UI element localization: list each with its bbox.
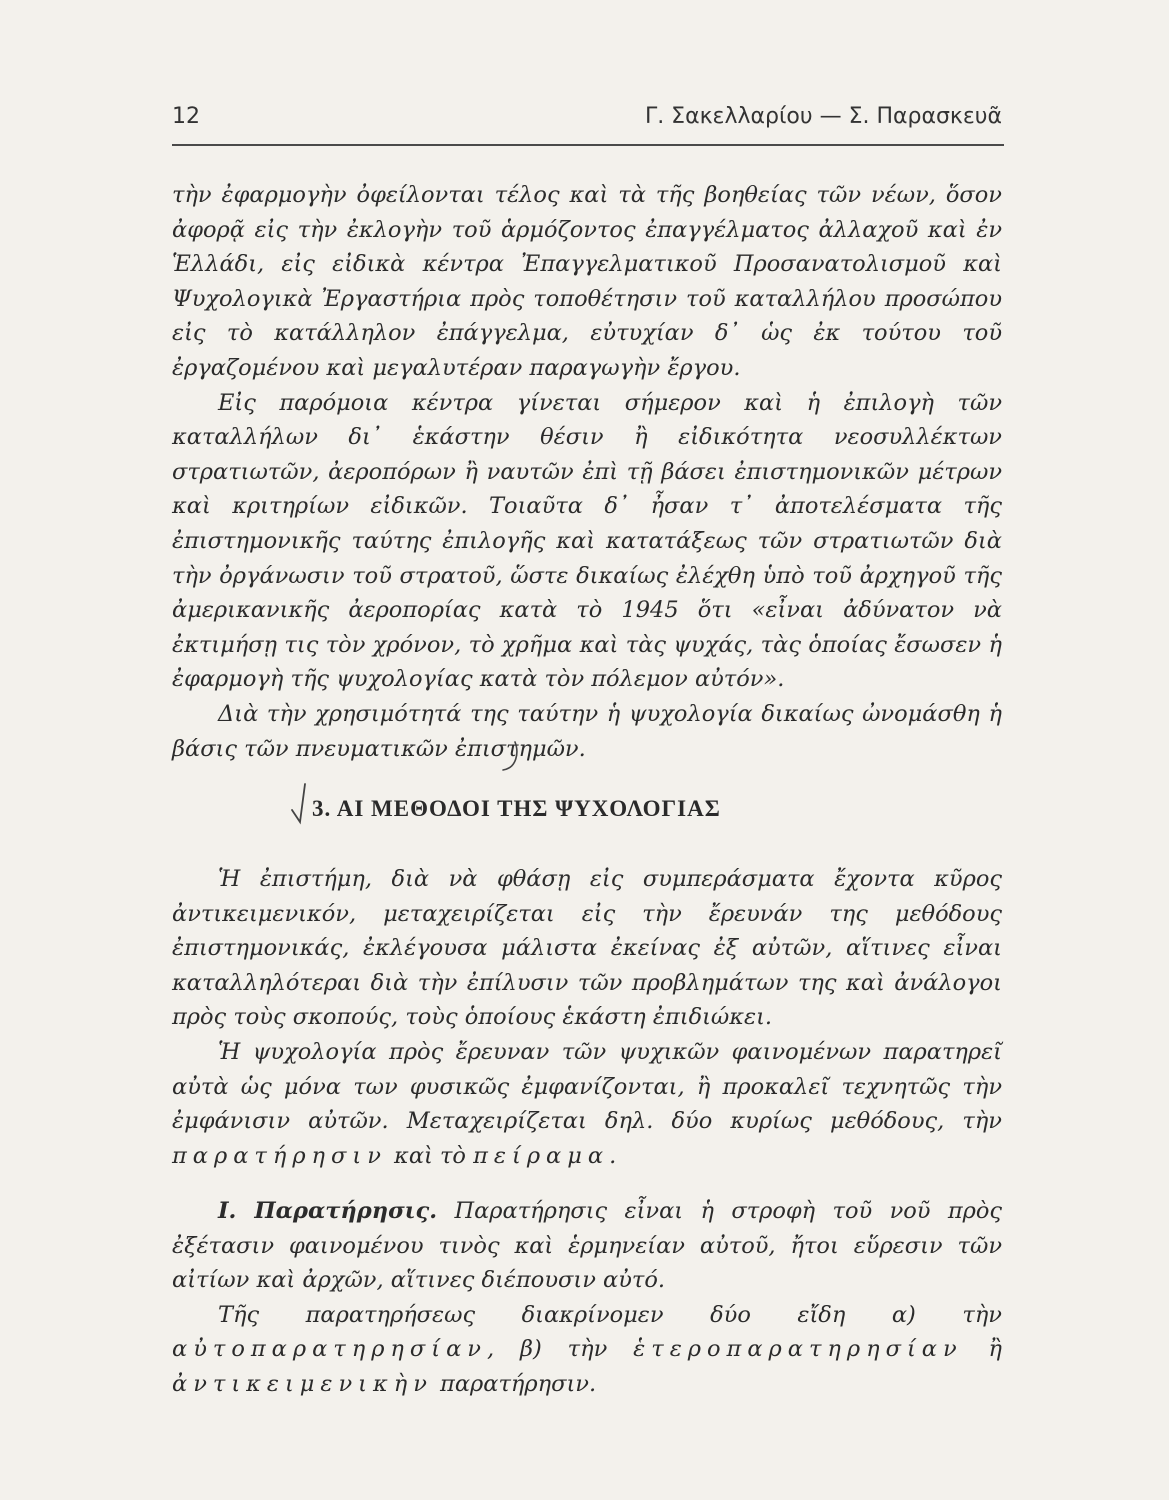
- header-rule: [172, 144, 1004, 146]
- text-run: , β) τὴν: [486, 1336, 634, 1363]
- text-run: καὶ τὸ: [386, 1142, 474, 1169]
- text-run: Παρατήρησις εἶναι ἡ στροφὴ τοῦ νοῦ πρὸς ἐξέτασιν φαινομένου τινὸς καὶ ἑρμηνείαν αὐτοῦ, ἤτοι εὕρεσιν τῶν αἰτίων καὶ ἀρχῶν, αἵτινες διέπουσιν αὐτό.: [172, 1198, 1003, 1294]
- text-run: παρατήρησιν.: [432, 1370, 597, 1397]
- paragraph: Εἰς παρόμοια κέντρα γίνεται σήμερον καὶ ἡ ἐπιλογὴ τῶν καταλλήλων δι᾽ ἑκάστην θέσιν ἢ εἰδικότητα νεοσυλλέκτων στρατιωτῶν, ἀεροπόρων ἢ ναυτῶν ἐπὶ τῇ βάσει ἐπιστημονικῶν μέτρων καὶ κριτηρίων εἰδικῶν. Τοιαῦτα δ᾽ ἦσαν τ᾽ ἀποτελέσματα τῆς ἐπιστημονικῆς ταύτης ἐπιλογῆς καὶ κατατάξεως τῶν στρατιωτῶν διὰ τὴν ὀργάνωσιν τοῦ στρατοῦ, ὥστε δικαίως ἐλέχθη ὑπὸ τοῦ ἀρχηγοῦ τῆς ἀμερικανικῆς ἀεροπορίας κατὰ τὸ 1945 ὅτι «εἶναι ἀδύνατον νὰ ἐκτιμήσῃ τις τὸν χρόνον, τὸ χρῆμα καὶ τὰς ψυχάς, τὰς ὁποίας ἔσωσεν ἡ ἐφαρμογὴ τῆς ψυχολογίας κατὰ τὸν πόλεμον αὐτόν».: [172, 389, 1002, 693]
- text-run: ἢ: [962, 1336, 1003, 1363]
- paragraph: [172, 1035, 1002, 1173]
- text-run: .: [609, 1142, 617, 1169]
- paragraph: [172, 1298, 1002, 1402]
- subsection-label: Ι. Παρατήρησις.: [218, 1198, 438, 1224]
- spaced-term: παρατήρησιν: [172, 1142, 387, 1169]
- page-number: 12: [172, 104, 200, 129]
- text-block-2: [172, 862, 1002, 1173]
- text-block-3: [172, 1194, 1002, 1402]
- paragraph: Διὰ τὴν χρησιμότητά της ταύτην ἡ ψυχολογία δικαίως ὠνομάσθη ἡ βάσις τῶν πνευματικῶν ἐπιστημῶν.: [172, 700, 1002, 762]
- running-header: [172, 104, 1002, 138]
- paragraph: [172, 1194, 1002, 1298]
- spaced-term: ἀντικειμενικὴν: [172, 1370, 433, 1397]
- text-run: Τῆς παρατηρήσεως διακρίνομεν δύο εἴδη α) τὴν: [218, 1301, 1002, 1328]
- text-run: Ἡ ψυχολογία πρὸς ἔρευναν τῶν ψυχικῶν φαινομένων παρατηρεῖ αὐτὰ ὡς μόνα των φυσικῶς ἐμφανίζονται, ἢ προκαλεῖ τεχνητῶς τὴν ἐμφάνισιν αὐτῶν. Μεταχειρίζεται δηλ. δύο κυρίως μεθόδους, τὴν: [172, 1038, 1002, 1135]
- spaced-term: πείραμα: [473, 1142, 610, 1169]
- section-heading: 3. ΑΙ ΜΕΘΟΔΟΙ ΤΗΣ ΨΥΧΟΛΟΓΙΑΣ: [312, 796, 721, 821]
- paragraph: Ἡ ἐπιστήμη, διὰ νὰ φθάσῃ εἰς συμπεράσματα ἔχοντα κῦρος ἀντικειμενικόν, μεταχειρίζεται εἰς τὴν ἔρευνάν της μεθόδους ἐπιστημονικάς, ἐκλέγουσα μάλιστα ἐκείνας ἐξ αὐτῶν, αἵτινες εἶναι καταλληλότεραι διὰ τὴν ἐπίλυσιν τῶν προβλημάτων της καὶ ἀνάλογοι πρὸς τοὺς σκοπούς, τοὺς ὁποίους ἑκάστη ἐπιδιώκει.: [172, 866, 1002, 1031]
- paragraph: τὴν ἐφαρμογὴν ὀφείλονται τέλος καὶ τὰ τῆς βοηθείας τῶν νέων, ὅσον ἀφορᾷ εἰς τὴν ἐκλογὴν τοῦ ἁρμόζοντος ἐπαγγέλματος ἀλλαχοῦ καὶ ἐν Ἑλλάδι, εἰς εἰδικὰ κέντρα Ἐπαγγελματικοῦ Προσανατολισμοῦ καὶ Ψυχολογικὰ Ἐργαστήρια πρὸς τοποθέτησιν τοῦ καταλλήλου προσώπου εἰς τὸ κατάλληλον ἐπάγγελμα, εὐτυχίαν δ᾽ ὡς ἐκ τούτου τοῦ ἐργαζομένου καὶ μεγαλυτέραν παραγωγὴν ἔργου.: [172, 182, 1002, 381]
- spaced-term: αὐτοπαρατηρησίαν: [172, 1336, 487, 1363]
- spaced-term: ἑτεροπαρατηρησίαν: [633, 1336, 963, 1363]
- text-block-1: [172, 178, 1002, 766]
- handwritten-bracket-mark: [495, 738, 525, 778]
- running-head-authors: Γ. Σακελλαρίου — Σ. Παρασκευᾶ: [644, 104, 1002, 129]
